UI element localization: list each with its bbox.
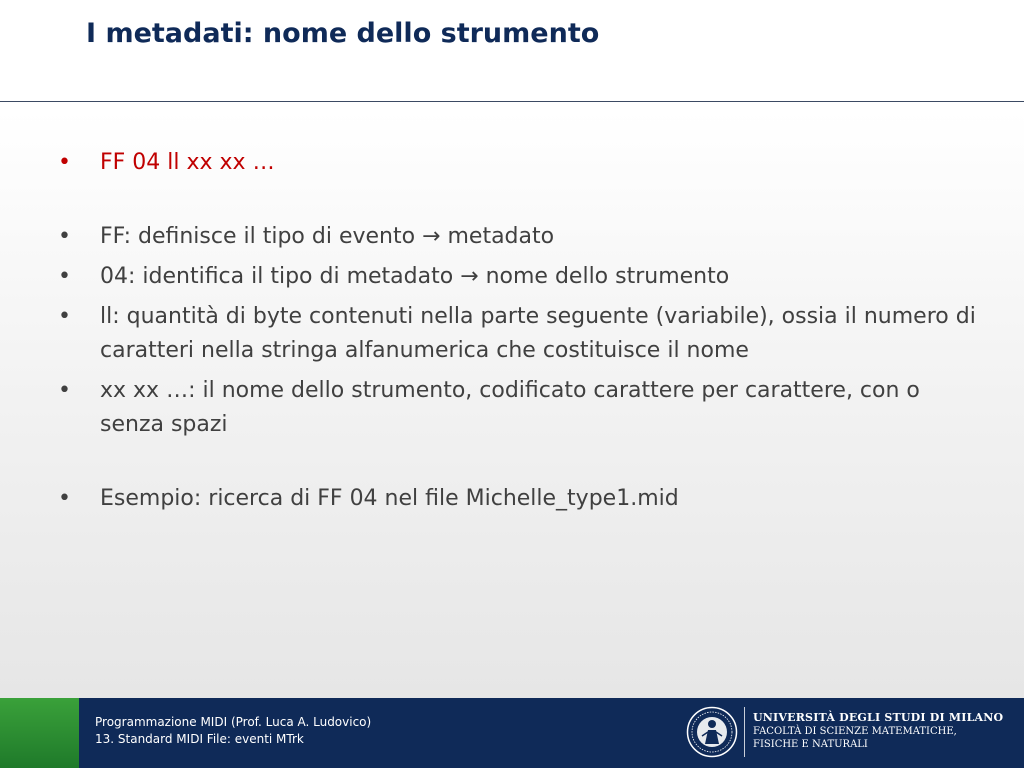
footer-lecture-line: 13. Standard MIDI File: eventi MTrk bbox=[95, 732, 304, 746]
footer-course-info bbox=[95, 714, 371, 748]
bullet-item-xx bbox=[58, 374, 978, 442]
footer-bar bbox=[0, 698, 1024, 768]
faculty-line-2: FISICHE E NATURALI bbox=[753, 739, 868, 750]
university-wordmark bbox=[753, 710, 1003, 751]
bullet-list bbox=[58, 146, 978, 522]
bullet-text: FF: definisce il tipo di evento → metadato bbox=[100, 224, 555, 249]
bullet-item-04 bbox=[58, 260, 978, 294]
footer-logo-divider bbox=[744, 707, 745, 757]
bullet-item-example bbox=[58, 482, 978, 516]
bullet-text: FF 04 ll xx xx … bbox=[100, 150, 275, 175]
bullet-item-ll bbox=[58, 300, 978, 368]
footer-course-line: Programmazione MIDI (Prof. Luca A. Ludovico) bbox=[95, 715, 372, 729]
university-name: UNIVERSITÀ DEGLI STUDI DI MILANO bbox=[753, 711, 1004, 724]
bullet-text: Esempio: ricerca di FF 04 nel file Michelle_type1.mid bbox=[100, 486, 679, 511]
bullet-marker: • bbox=[58, 304, 71, 329]
bullet-marker: • bbox=[58, 264, 71, 289]
bullet-marker: • bbox=[58, 486, 71, 511]
bullet-marker: • bbox=[58, 150, 71, 175]
bullet-marker: • bbox=[58, 224, 71, 249]
university-seal-icon bbox=[686, 706, 738, 758]
bullet-marker: • bbox=[58, 378, 71, 403]
bullet-item-ff bbox=[58, 220, 978, 254]
bullet-text: ll: quantità di byte contenuti nella parte seguente (variabile), ossia il numero di caratteri nella stringa alfanumerica che costituisce il nome bbox=[100, 304, 976, 363]
title-divider bbox=[0, 101, 1024, 102]
bullet-text: 04: identifica il tipo di metadato → nome dello strumento bbox=[100, 264, 730, 289]
faculty-line-1: FACOLTÀ DI SCIENZE MATEMATICHE, bbox=[753, 726, 957, 737]
bullet-item-format bbox=[58, 146, 978, 180]
footer-accent-block bbox=[0, 698, 79, 768]
bullet-text: xx xx …: il nome dello strumento, codificato carattere per carattere, con o senza spazi bbox=[100, 378, 920, 437]
slide-title: I metadati: nome dello strumento bbox=[86, 18, 600, 49]
